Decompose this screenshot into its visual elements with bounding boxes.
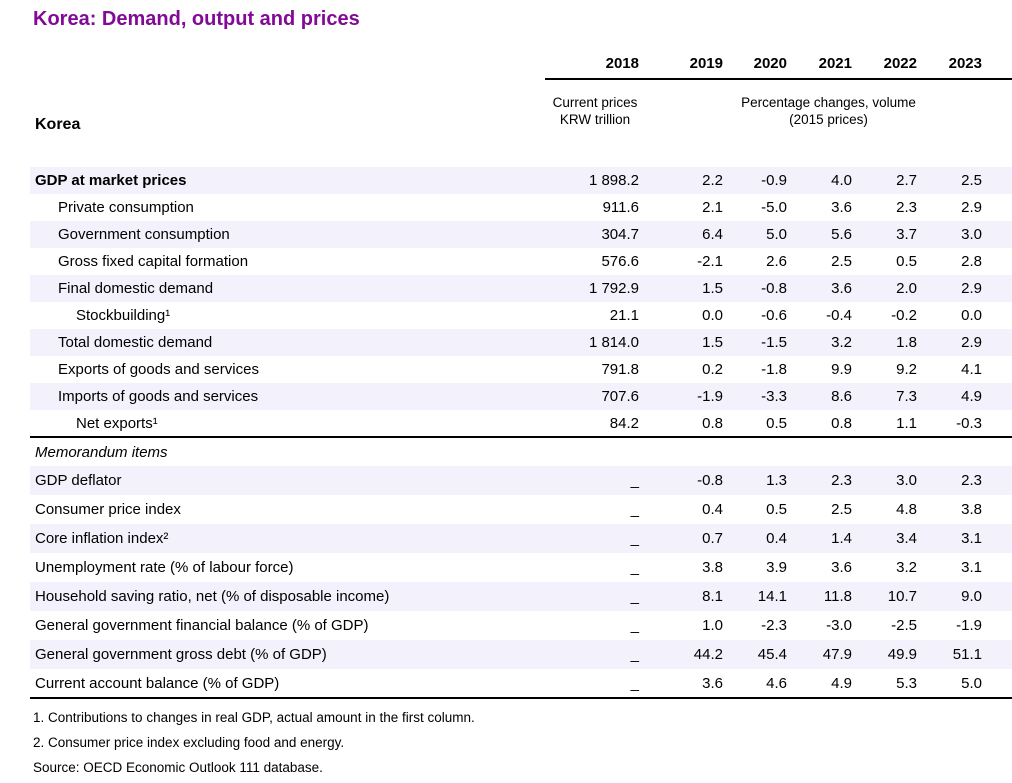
demand-output-prices-table (30, 49, 1012, 699)
row-label: GDP deflator (30, 466, 545, 495)
cell-value: 3.6 (792, 275, 857, 302)
cell-value: 1.5 (645, 329, 728, 356)
cell-value: 3.7 (857, 221, 922, 248)
header-spacer-row (30, 141, 1012, 167)
cell-value: 2.1 (702, 199, 723, 216)
table-row (30, 582, 1012, 611)
cell-value: 44.2 (645, 640, 728, 669)
cell-value: 0.4 (728, 524, 792, 553)
cell-value: 3.0 (857, 466, 922, 495)
row-label: Private consumption (58, 199, 194, 216)
row-filler (987, 329, 1012, 356)
cell-value: 6.4 (645, 221, 728, 248)
row-label: Unemployment rate (% of labour force) (35, 559, 294, 576)
cell-value: 2.0 (857, 275, 922, 302)
cell-value: _ (545, 640, 645, 669)
cell-value: 2.9 (922, 275, 987, 302)
table-body (30, 167, 1012, 698)
cell-value: 0.0 (961, 307, 982, 324)
first-col-header-line1: Current prices (552, 94, 638, 110)
cell-value: 5.3 (896, 674, 917, 692)
row-filler (987, 194, 1012, 221)
cell-value: _ (545, 524, 645, 553)
volume-header-line2: (2015 prices) (789, 111, 868, 127)
cell-value: 51.1 (922, 640, 987, 669)
row-filler (987, 275, 1012, 302)
cell-value: 9.2 (896, 361, 917, 378)
cell-value: 0.5 (896, 253, 917, 270)
cell-value: 3.9 (766, 559, 787, 576)
cell-value: 2.2 (645, 167, 728, 194)
row-filler (987, 356, 1012, 383)
row-label: General government financial balance (% of GDP) (35, 617, 369, 634)
cell-value (645, 437, 728, 466)
cell-value: 1 792.9 (545, 275, 645, 302)
volume-header-line1: Percentage changes, volume (741, 94, 916, 110)
cell-value: 3.6 (831, 199, 852, 216)
year-header: 2019 (645, 49, 728, 79)
cell-value: 1.1 (896, 414, 917, 432)
cell-value: 1.5 (645, 275, 728, 302)
cell-value: 3.4 (857, 524, 922, 553)
cell-value: 3.6 (831, 559, 852, 576)
table-row (30, 640, 1012, 669)
table-row (30, 302, 1012, 329)
cell-value: 3.0 (922, 221, 987, 248)
cell-value: 2.3 (792, 466, 857, 495)
row-label: Consumer price index (35, 501, 181, 518)
cell-value: -0.8 (728, 275, 792, 302)
cell-value: 2.3 (922, 466, 987, 495)
table-row (30, 495, 1012, 524)
cell-value: 2.5 (922, 167, 987, 194)
cell-value: 5.0 (728, 221, 792, 248)
row-filler (987, 410, 1012, 437)
row-filler (987, 553, 1012, 582)
cell-value: 8.1 (645, 582, 728, 611)
cell-value: _ (630, 674, 639, 692)
table-row (30, 410, 1012, 437)
cell-value: -0.3 (956, 414, 982, 432)
cell-value: -2.5 (891, 617, 917, 634)
header-spacer (30, 141, 1012, 167)
cell-value: -2.3 (761, 617, 787, 634)
row-filler (987, 302, 1012, 329)
cell-value: 4.0 (792, 167, 857, 194)
year-header: 2018 (545, 49, 645, 79)
cell-value: _ (630, 617, 639, 634)
country-label: Korea (35, 116, 81, 133)
row-filler (987, 383, 1012, 410)
first-col-header (545, 79, 645, 141)
cell-value: -3.3 (728, 383, 792, 410)
cell-value: 2.9 (922, 329, 987, 356)
row-label: Memorandum items (30, 437, 545, 466)
table-row (30, 194, 1012, 221)
table-row (30, 669, 1012, 698)
footnotes (33, 710, 475, 783)
cell-value: 791.8 (601, 361, 639, 378)
cell-value: -0.2 (891, 307, 917, 324)
table-row (30, 466, 1012, 495)
volume-header (645, 79, 1012, 141)
year-header: 2023 (922, 49, 987, 79)
cell-value: _ (545, 582, 645, 611)
table-row (30, 356, 1012, 383)
table-row (30, 437, 1012, 466)
cell-value: _ (545, 466, 645, 495)
cell-value: 1.8 (857, 329, 922, 356)
table-row (30, 275, 1012, 302)
cell-value: 14.1 (728, 582, 792, 611)
cell-value: 5.6 (792, 221, 857, 248)
cell-value: 304.7 (545, 221, 645, 248)
cell-value: 2.5 (831, 253, 852, 270)
cell-value: 45.4 (728, 640, 792, 669)
footnote-2: 2. Consumer price index excluding food and energy. (33, 735, 345, 750)
row-filler (987, 167, 1012, 194)
cell-value: 5.0 (961, 674, 982, 692)
cell-value: 4.6 (766, 674, 787, 692)
cell-value: 3.2 (896, 559, 917, 576)
cell-value (728, 437, 792, 466)
row-filler (987, 466, 1012, 495)
row-label: Current account balance (% of GDP) (35, 674, 280, 692)
cell-value: 1.4 (792, 524, 857, 553)
cell-value (857, 437, 922, 466)
cell-value: 911.6 (602, 199, 639, 216)
table-row (30, 383, 1012, 410)
row-label: Exports of goods and services (58, 361, 259, 378)
cell-value: 47.9 (792, 640, 857, 669)
cell-value: -0.6 (761, 307, 787, 324)
year-header: 2021 (792, 49, 857, 79)
subheader-row (30, 79, 1012, 141)
year-header-row (30, 49, 1012, 79)
cell-value: 0.7 (645, 524, 728, 553)
cell-value: 1.3 (728, 466, 792, 495)
cell-value: -0.8 (645, 466, 728, 495)
year-header: 2022 (857, 49, 922, 79)
cell-value: 3.8 (961, 501, 982, 518)
row-filler (987, 640, 1012, 669)
cell-value: -1.9 (645, 383, 728, 410)
cell-value: 0.8 (702, 414, 723, 432)
source-note: Source: OECD Economic Outlook 111 database. (33, 760, 323, 775)
table-row (30, 167, 1012, 194)
cell-value: 2.5 (831, 501, 852, 518)
cell-value: 4.9 (922, 383, 987, 410)
cell-value: 2.8 (961, 253, 982, 270)
cell-value: 9.0 (922, 582, 987, 611)
row-label: Final domestic demand (30, 275, 545, 302)
cell-value: _ (630, 501, 639, 518)
cell-value: 4.8 (896, 501, 917, 518)
table-row (30, 221, 1012, 248)
cell-value: 1 898.2 (545, 167, 645, 194)
cell-value: 2.6 (766, 253, 787, 270)
row-label: Household saving ratio, net (% of disposable income) (30, 582, 545, 611)
row-label: Total domestic demand (30, 329, 545, 356)
table-row (30, 329, 1012, 356)
cell-value (545, 437, 645, 466)
row-label: GDP at market prices (30, 167, 545, 194)
cell-value: -1.9 (956, 617, 982, 634)
cell-value: 0.4 (702, 501, 723, 518)
row-label: Government consumption (30, 221, 545, 248)
year-header: 2020 (728, 49, 792, 79)
cell-value: -0.4 (826, 307, 852, 324)
cell-value: 576.6 (601, 253, 639, 270)
row-filler (987, 437, 1012, 466)
cell-value: 1.0 (702, 617, 723, 634)
year-header-spacer (30, 49, 545, 79)
cell-value: 84.2 (609, 414, 639, 432)
cell-value: 1 814.0 (545, 329, 645, 356)
row-filler (987, 611, 1012, 640)
cell-value: 3.2 (792, 329, 857, 356)
first-col-header-line2: KRW trillion (559, 111, 631, 127)
footnote-1: 1. Contributions to changes in real GDP, actual amount in the first column. (33, 710, 475, 725)
cell-value: 4.9 (831, 674, 852, 692)
table-row (30, 553, 1012, 582)
row-filler (987, 221, 1012, 248)
row-filler (987, 669, 1012, 698)
cell-value: 707.6 (545, 383, 645, 410)
cell-value: -3.0 (826, 617, 852, 634)
row-label: Net exports¹ (76, 414, 158, 432)
row-label: Stockbuilding¹ (76, 307, 171, 324)
cell-value: 0.2 (702, 361, 723, 378)
cell-value: 2.3 (896, 199, 917, 216)
cell-value: 0.0 (702, 307, 723, 324)
cell-value: 11.8 (792, 582, 857, 611)
cell-value: -0.9 (728, 167, 792, 194)
cell-value: 2.9 (961, 199, 982, 216)
cell-value (922, 437, 987, 466)
row-filler (987, 495, 1012, 524)
row-filler (987, 524, 1012, 553)
row-filler (987, 248, 1012, 275)
cell-value: 8.6 (792, 383, 857, 410)
cell-value: 0.8 (831, 414, 852, 432)
year-header-filler (987, 49, 1012, 79)
cell-value: 3.8 (702, 559, 723, 576)
row-label: Imports of goods and services (30, 383, 545, 410)
cell-value: -1.8 (761, 361, 787, 378)
row-label: Core inflation index² (30, 524, 545, 553)
cell-value: 9.9 (831, 361, 852, 378)
page-title: Korea: Demand, output and prices (33, 8, 360, 30)
cell-value: 0.5 (766, 414, 787, 432)
table-row (30, 611, 1012, 640)
cell-value (792, 437, 857, 466)
cell-value: 7.3 (857, 383, 922, 410)
cell-value: -5.0 (761, 199, 787, 216)
cell-value: 10.7 (857, 582, 922, 611)
cell-value: 21.1 (609, 307, 639, 324)
table-row (30, 248, 1012, 275)
cell-value: 4.1 (961, 361, 982, 378)
row-label: General government gross debt (% of GDP) (30, 640, 545, 669)
table-row (30, 524, 1012, 553)
cell-value: -1.5 (728, 329, 792, 356)
cell-value: -2.1 (697, 253, 723, 270)
cell-value: _ (630, 559, 639, 576)
cell-value: 3.1 (922, 524, 987, 553)
row-filler (987, 582, 1012, 611)
cell-value: 3.6 (702, 674, 723, 692)
cell-value: 3.1 (961, 559, 982, 576)
cell-value: 2.7 (857, 167, 922, 194)
cell-value: 49.9 (857, 640, 922, 669)
row-label: Gross fixed capital formation (58, 253, 249, 270)
cell-value: 0.5 (766, 501, 787, 518)
